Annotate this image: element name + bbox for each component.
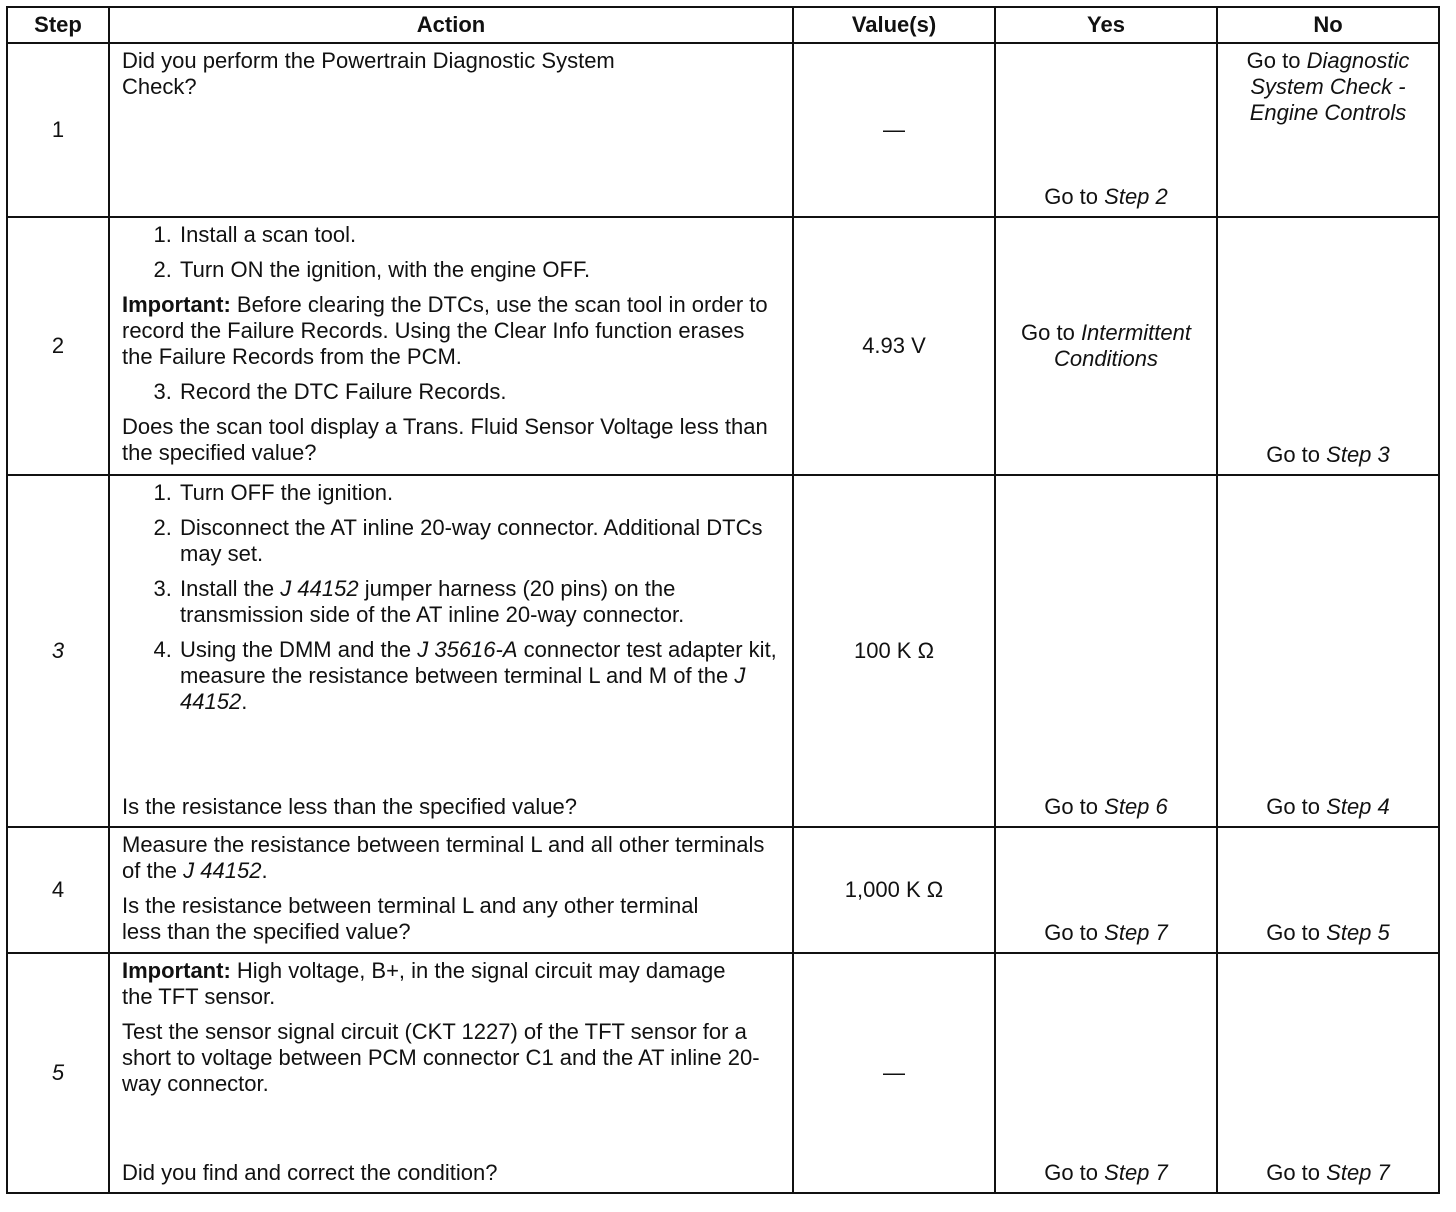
action-step <box>178 576 778 628</box>
step-number: 4 <box>7 827 109 953</box>
header-row <box>7 7 1439 43</box>
yes-prefix: Go to <box>1044 184 1099 209</box>
action-step: 2. Disconnect the AT inline 20-way connector. Additional DTCs may set. <box>178 515 778 567</box>
yes-prefix: Go to <box>1044 920 1099 945</box>
tool-reference: J 35616-A <box>417 637 518 662</box>
yes-target-link[interactable]: Intermittent Conditions <box>1054 320 1191 371</box>
important-note <box>122 958 778 1010</box>
no-cell <box>1217 827 1439 953</box>
no-prefix: Go to <box>1266 794 1321 819</box>
action-cell <box>109 827 793 953</box>
step-text: Using the DMM and the <box>180 637 412 662</box>
action-body <box>122 958 778 1160</box>
tool-reference: J 44152 <box>280 576 359 601</box>
action-cell <box>109 953 793 1193</box>
step-number: 2 <box>7 217 109 475</box>
diagnostic-table <box>6 6 1440 1194</box>
diagnostic-table-page <box>6 6 1438 1194</box>
no-prefix: Go to <box>1246 48 1301 73</box>
yes-cell <box>995 217 1217 475</box>
value-cell: 4.93 V <box>793 217 995 475</box>
tool-reference: J 44152 <box>183 858 262 883</box>
no-target-link[interactable]: Step 3 <box>1326 442 1390 467</box>
step-text: . <box>261 858 268 883</box>
action-step <box>178 637 778 715</box>
action-question: Did you perform the Powertrain Diagnostic System Check? <box>122 48 615 99</box>
step-number: 5 <box>7 953 109 1193</box>
action-steps-list <box>122 480 778 785</box>
no-prefix: Go to <box>1266 442 1321 467</box>
table-row-step-1 <box>7 43 1439 217</box>
header-action: Action <box>109 7 793 43</box>
action-step: 1. Turn OFF the ignition. <box>178 480 778 506</box>
action-cell <box>109 475 793 827</box>
action-steps-list <box>122 222 778 283</box>
yes-cell <box>995 43 1217 217</box>
important-text: High voltage, B+, in the signal circuit may damage the TFT sensor. <box>122 958 726 1009</box>
no-prefix: Go to <box>1266 1160 1321 1185</box>
step-text: Measure the resistance between terminal L and all other terminals of the <box>122 832 765 883</box>
action-instruction <box>122 832 778 884</box>
value-cell: — <box>793 43 995 217</box>
yes-prefix: Go to <box>1021 320 1075 345</box>
yes-target-link[interactable]: Step 2 <box>1104 184 1168 209</box>
action-step: 2. Turn ON the ignition, with the engine OFF. <box>178 257 778 283</box>
yes-cell <box>995 953 1217 1193</box>
action-cell <box>109 217 793 475</box>
step-number: 3 <box>7 475 109 827</box>
tool-reference: J 44152 <box>180 663 746 714</box>
no-prefix: Go to <box>1266 920 1321 945</box>
step-number: 1 <box>7 43 109 217</box>
value-cell: 100 K Ω <box>793 475 995 827</box>
yes-target-link[interactable]: Step 7 <box>1104 1160 1168 1185</box>
important-text: Before clearing the DTCs, use the scan tool in order to record the Failure Records. Using the Clear Info function erases the Failure Records from the PCM. <box>122 292 768 369</box>
header-no: No <box>1217 7 1439 43</box>
no-cell <box>1217 475 1439 827</box>
value-cell: 1,000 K Ω <box>793 827 995 953</box>
yes-prefix: Go to <box>1044 1160 1099 1185</box>
no-target-link[interactable]: Step 4 <box>1326 794 1390 819</box>
no-target-link[interactable]: Step 5 <box>1326 920 1390 945</box>
important-note <box>122 292 778 370</box>
no-cell <box>1217 43 1439 217</box>
important-label: Important: <box>122 292 231 317</box>
table-row-step-2 <box>7 217 1439 475</box>
no-target-link[interactable]: Step 7 <box>1326 1160 1390 1185</box>
table-row-step-4 <box>7 827 1439 953</box>
step-text: connector test adapter kit, measure the resistance between terminal L and M of the <box>180 637 777 688</box>
action-cell <box>109 43 793 217</box>
no-cell <box>1217 217 1439 475</box>
yes-cell <box>995 827 1217 953</box>
header-step: Step <box>7 7 109 43</box>
table-row-step-5 <box>7 953 1439 1193</box>
header-yes: Yes <box>995 7 1217 43</box>
important-label: Important: <box>122 958 231 983</box>
action-steps-list <box>122 379 778 405</box>
step-text: . <box>241 689 248 714</box>
no-target-link[interactable]: Diagnostic System Check - Engine Controls <box>1249 48 1410 125</box>
action-step: 1. Install a scan tool. <box>178 222 778 248</box>
action-instruction: Test the sensor signal circuit (CKT 1227) of the TFT sensor for a short to voltage between PCM connector C1 and the AT inline 20-way connector. <box>122 1019 760 1096</box>
step-text: jumper harness (20 pins) on the transmission side of the AT inline 20-way connector. <box>180 576 685 627</box>
no-cell <box>1217 953 1439 1193</box>
value-cell: — <box>793 953 995 1193</box>
action-question: Is the resistance less than the specified value? <box>122 794 577 819</box>
action-question: Did you find and correct the condition? <box>122 1160 498 1185</box>
step-text: Install the <box>180 576 275 601</box>
yes-target-link[interactable]: Step 7 <box>1104 920 1168 945</box>
yes-prefix: Go to <box>1044 794 1099 819</box>
yes-cell <box>995 475 1217 827</box>
action-step: 3. Record the DTC Failure Records. <box>178 379 778 405</box>
header-values: Value(s) <box>793 7 995 43</box>
action-question: Does the scan tool display a Trans. Fluid Sensor Voltage less than the specified value? <box>122 414 768 465</box>
action-question: Is the resistance between terminal L and any other terminal less than the specified value? <box>122 893 699 944</box>
table-row-step-3 <box>7 475 1439 827</box>
yes-target-link[interactable]: Step 6 <box>1104 794 1168 819</box>
